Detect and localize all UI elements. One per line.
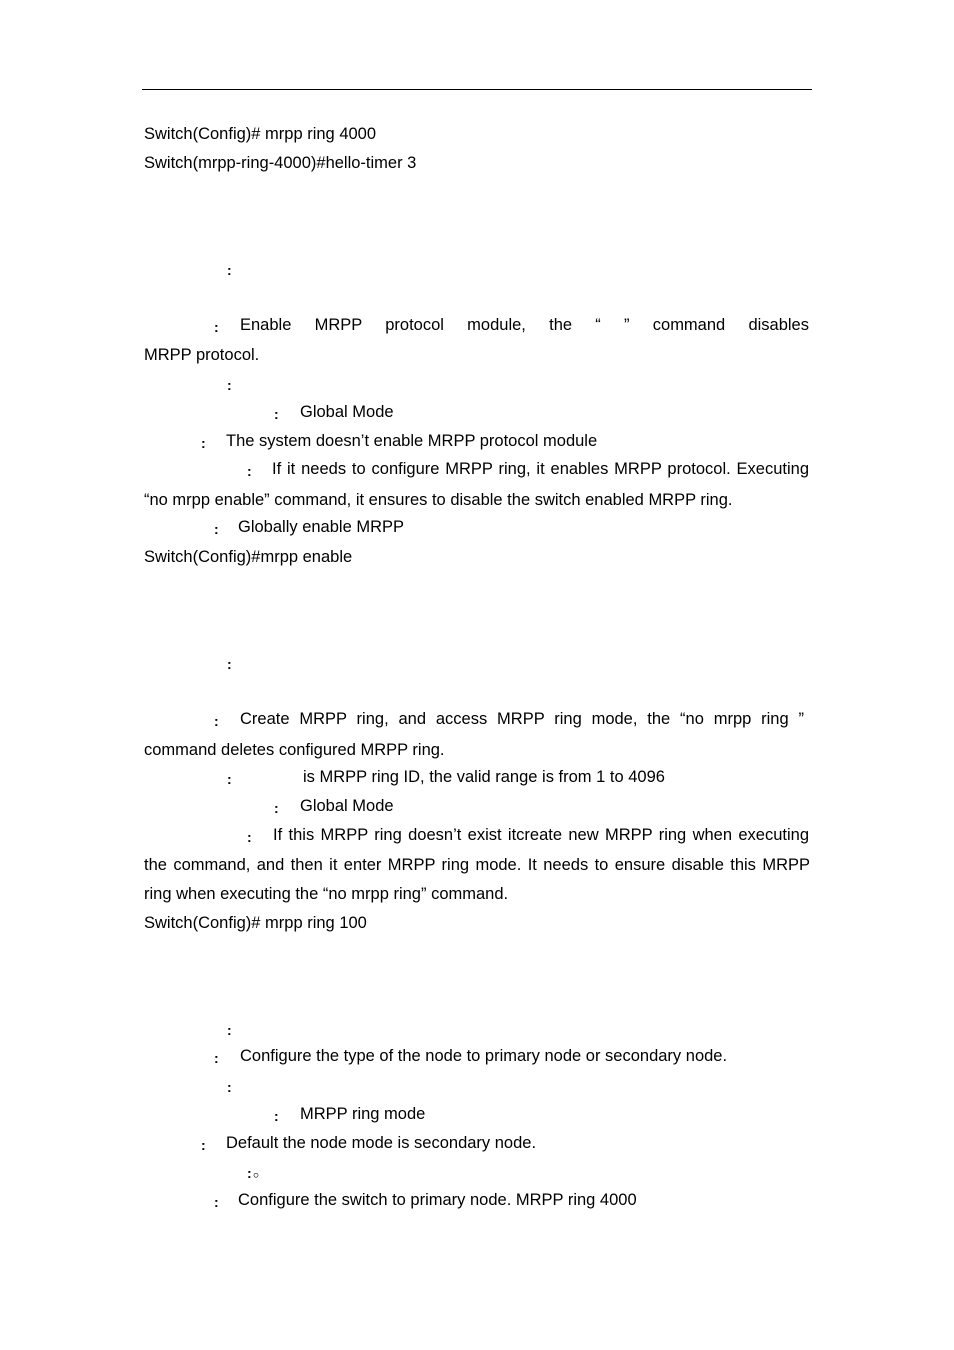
function-text-line1: Enable MRPP protocol module, the “ ” command disables bbox=[240, 316, 809, 334]
example-cmd-line2: Switch(mrpp-ring-4000)#hello-timer 3 bbox=[144, 154, 417, 172]
function-text-line1: Create MRPP ring, and access MRPP ring mode, the “no mrpp ring ” bbox=[240, 710, 804, 728]
parameter-text: is MRPP ring ID, the valid range is from 1 to 4096 bbox=[303, 768, 665, 786]
usage-text-line3: ring when executing the “no mrpp ring” command. bbox=[144, 885, 509, 903]
command-mode-text: MRPP ring mode bbox=[300, 1105, 426, 1123]
function-label-colon: : bbox=[214, 1050, 219, 1066]
example-label-colon: : bbox=[214, 1194, 219, 1210]
function-text: Configure the type of the node to primary node or secondary node. bbox=[240, 1047, 728, 1065]
usage-label-colon: : bbox=[247, 463, 252, 479]
mode-label-colon: : bbox=[274, 406, 279, 422]
usage-label-colon: : bbox=[247, 1165, 252, 1181]
parameter-label-colon: : bbox=[227, 771, 232, 787]
parameter-label-colon: : bbox=[227, 1079, 232, 1095]
command-label-colon: : bbox=[227, 656, 232, 672]
function-label-colon: : bbox=[214, 319, 219, 335]
usage-label-colon: : bbox=[247, 829, 252, 845]
command-mode-text: Global Mode bbox=[300, 797, 394, 815]
mode-label-colon: : bbox=[274, 800, 279, 816]
example-cmd-text: Switch(Config)# mrpp ring 100 bbox=[144, 914, 367, 932]
function-text-line2: command deletes configured MRPP ring. bbox=[144, 741, 445, 759]
header-rule bbox=[142, 89, 812, 90]
mode-label-colon: : bbox=[274, 1108, 279, 1124]
usage-text-line1: If it needs to configure MRPP ring, it enables MRPP protocol. Executing bbox=[272, 460, 809, 478]
function-text-line2: MRPP protocol. bbox=[144, 346, 260, 364]
command-label-colon: : bbox=[227, 262, 232, 278]
usage-text: 。 bbox=[253, 1162, 270, 1180]
example-desc-text: Configure the switch to primary node. MRPP ring 4000 bbox=[238, 1191, 637, 1209]
example-cmd-text: Switch(Config)#mrpp enable bbox=[144, 548, 353, 566]
command-label-colon: : bbox=[227, 1022, 232, 1038]
parameter-label-colon: : bbox=[227, 377, 232, 393]
function-label-colon: : bbox=[214, 713, 219, 729]
default-text: The system doesn’t enable MRPP protocol module bbox=[226, 432, 598, 450]
command-mode-text: Global Mode bbox=[300, 403, 394, 421]
usage-text-line2: the command, and then it enter MRPP ring mode. It needs to ensure disable this MRPP bbox=[144, 856, 810, 874]
example-desc-text: Globally enable MRPP bbox=[238, 518, 404, 536]
default-label-colon: : bbox=[201, 435, 206, 451]
usage-text-line2: “no mrpp enable” command, it ensures to disable the switch enabled MRPP ring. bbox=[144, 491, 733, 509]
example-cmd-line1: Switch(Config)# mrpp ring 4000 bbox=[144, 125, 377, 143]
usage-text-line1: If this MRPP ring doesn’t exist itcreate new MRPP ring when executing bbox=[273, 826, 809, 844]
default-label-colon: : bbox=[201, 1137, 206, 1153]
default-text: Default the node mode is secondary node. bbox=[226, 1134, 537, 1152]
example-label-colon: : bbox=[214, 521, 219, 537]
